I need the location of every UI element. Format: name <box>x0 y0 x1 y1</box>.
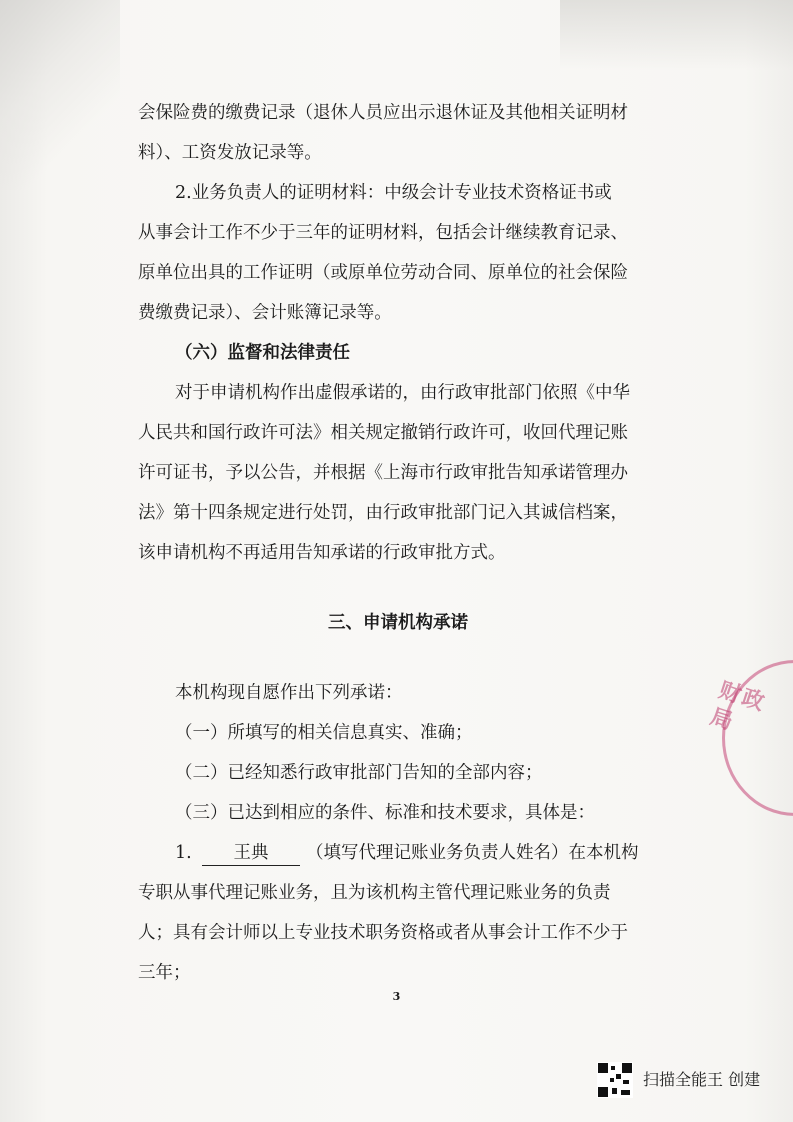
body-line <box>0 98 793 128</box>
body-text: 从事会计工作不少于三年的证明材料，包括会计继续教育记录、 <box>138 223 628 243</box>
subsection-heading: （六）监督和法律责任 <box>175 343 350 363</box>
commitment-intro: 本机构现自愿作出下列承诺： <box>175 683 403 703</box>
official-seal-text: 财政局 <box>707 676 770 736</box>
body-text: 2.业务负责人的证明材料：中级会计专业技术资格证书或 <box>175 183 612 203</box>
body-line <box>0 298 793 328</box>
body-line <box>0 958 793 988</box>
body-text: 对于申请机构作出虚假承诺的，由行政审批部门依照《中华 <box>175 383 630 403</box>
body-line <box>0 458 793 488</box>
commitment-item: （一）所填写的相关信息真实、准确； <box>175 723 473 743</box>
section-title-line <box>0 608 793 638</box>
body-line <box>0 878 793 908</box>
body-line <box>0 378 793 408</box>
body-line <box>0 918 793 948</box>
body-text: 人民共和国行政许可法》相关规定撤销行政许可，收回代理记账 <box>138 423 628 443</box>
body-text: 三年； <box>138 963 191 983</box>
body-text: 专职从事代理记账业务，且为该机构主管代理记账业务的负责 <box>138 883 611 903</box>
body-line <box>0 498 793 528</box>
body-text: （填写代理记账业务负责人姓名）在本机构 <box>306 843 639 863</box>
body-text: 许可证书，予以公告，并根据《上海市行政审批告知承诺管理办 <box>138 463 628 483</box>
section-title: 三、申请机构承诺 <box>328 613 468 633</box>
subsection-heading-line <box>0 338 793 368</box>
body-text: 法》第十四条规定进行处罚，由行政审批部门记入其诚信档案， <box>138 503 628 523</box>
body-line <box>0 138 793 168</box>
name-blank <box>198 838 304 868</box>
body-line <box>0 418 793 448</box>
commitment-item: （三）已达到相应的条件、标准和技术要求，具体是： <box>175 803 595 823</box>
page-number: 3 <box>392 990 401 1003</box>
body-line <box>0 538 793 568</box>
point-number: 1. <box>175 843 192 863</box>
qr-code-icon <box>597 1062 633 1098</box>
body-line <box>0 218 793 248</box>
body-line <box>0 718 793 748</box>
body-line <box>0 758 793 788</box>
body-line <box>0 178 793 208</box>
body-text: 费缴费记录）、会计账簿记录等。 <box>138 303 392 323</box>
body-line <box>0 798 793 828</box>
point-line <box>0 838 793 868</box>
body-text: 该申请机构不再适用告知承诺的行政审批方式。 <box>138 543 506 563</box>
body-text: 原单位出具的工作证明（或原单位劳动合同、原单位的社会保险 <box>138 263 628 283</box>
body-text: 会保险费的缴费记录（退休人员应出示退休证及其他相关证明材 <box>138 103 628 123</box>
body-text: 料）、工资发放记录等。 <box>138 143 322 163</box>
commitment-item: （二）已经知悉行政审批部门告知的全部内容； <box>175 763 543 783</box>
body-line <box>0 678 793 708</box>
body-text: 人；具有会计师以上专业技术职务资格或者从事会计工作不少于 <box>138 923 628 943</box>
scan-shadow-top <box>560 0 793 70</box>
body-line <box>0 258 793 288</box>
scanner-credit: 扫描全能王 创建 <box>643 1070 761 1089</box>
filled-name: 王典 <box>202 841 300 866</box>
